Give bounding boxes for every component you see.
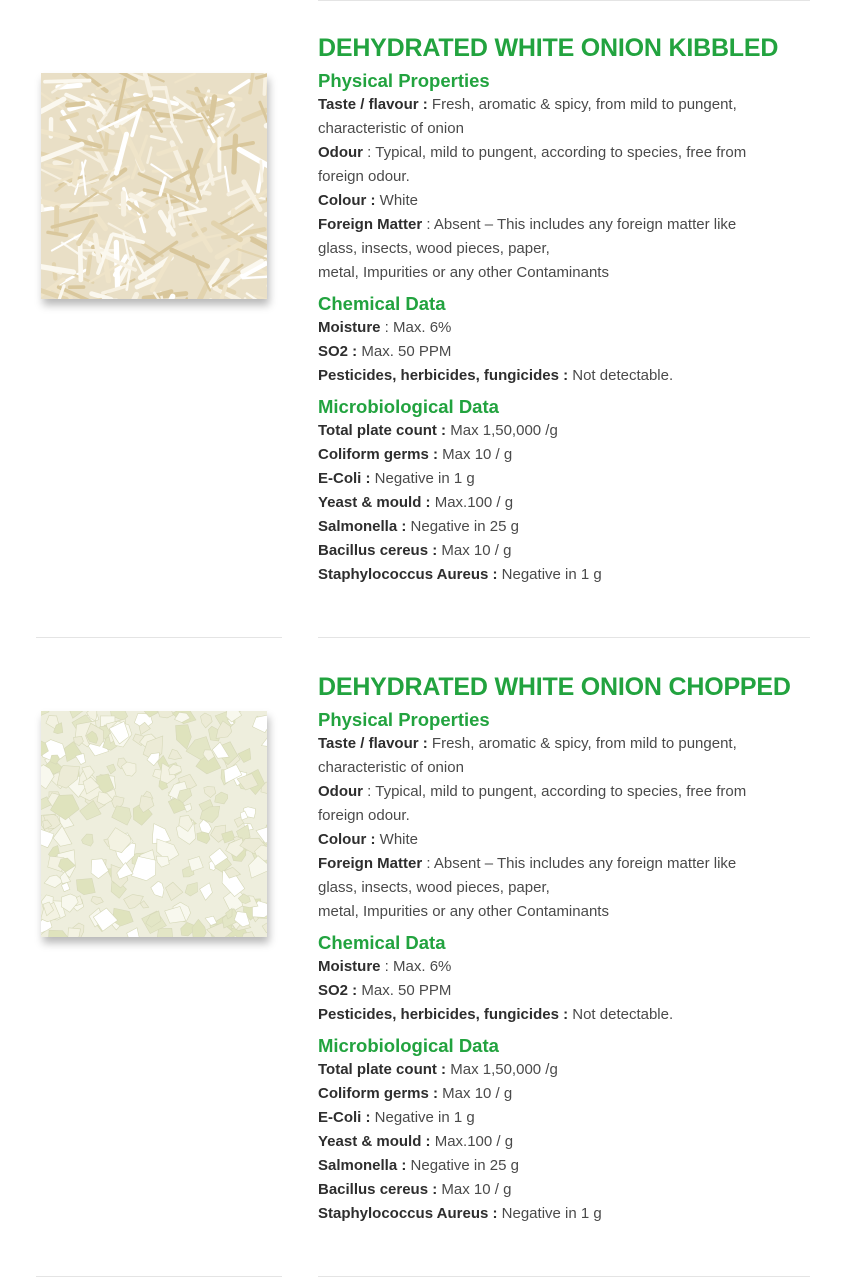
foreign-matter-cont-1: glass, insects, wood pieces, paper, — [318, 879, 550, 896]
taste-row-cont: characteristic of onion — [318, 759, 464, 776]
product-image-chopped — [41, 711, 267, 937]
microbiological-data-heading: Microbiological Data — [318, 1035, 499, 1056]
taste-row: Taste / flavour : Fresh, aromatic & spicy, from mild to pungent, — [318, 96, 737, 113]
kibbled-onion-photo — [41, 73, 267, 299]
so2-row: SO2 : Max. 50 PPM — [318, 982, 452, 999]
odour-row-cont: foreign odour. — [318, 807, 410, 824]
pesticides-row: Pesticides, herbicides, fungicides : Not detectable. — [318, 1006, 674, 1023]
total-plate-count-row: Total plate count : Max 1,50,000 /g — [318, 1061, 558, 1078]
foreign-matter-row: Foreign Matter : Absent – This includes any foreign matter like — [318, 216, 737, 233]
total-plate-count-row: Total plate count : Max 1,50,000 /g — [318, 422, 558, 439]
so2-row: SO2 : Max. 50 PPM — [318, 343, 452, 360]
product-image-kibbled — [41, 73, 267, 299]
colour-row: Colour : White — [318, 831, 419, 848]
microbiological-data-heading: Microbiological Data — [318, 396, 499, 417]
product-info-chopped — [318, 672, 818, 1226]
odour-row: Odour : Typical, mild to pungent, according to species, free from — [318, 144, 747, 161]
foreign-matter-cont-2: metal, Impurities or any other Contaminants — [318, 903, 609, 920]
coliform-row: Coliform germs : Max 10 / g — [318, 1085, 513, 1102]
physical-properties-heading: Physical Properties — [318, 709, 490, 730]
yeast-mould-row: Yeast & mould : Max.100 / g — [318, 1133, 514, 1150]
taste-row: Taste / flavour : Fresh, aromatic & spicy, from mild to pungent, — [318, 735, 737, 752]
yeast-mould-row: Yeast & mould : Max.100 / g — [318, 494, 514, 511]
odour-row: Odour : Typical, mild to pungent, according to species, free from — [318, 783, 747, 800]
staphylococcus-row: Staphylococcus Aureus : Negative in 1 g — [318, 1205, 602, 1222]
taste-row-cont: characteristic of onion — [318, 120, 464, 137]
top-divider — [318, 0, 810, 1]
salmonella-row: Salmonella : Negative in 25 g — [318, 1157, 519, 1174]
bottom-divider-right — [318, 1276, 810, 1277]
staphylococcus-row: Staphylococcus Aureus : Negative in 1 g — [318, 566, 602, 583]
bacillus-row: Bacillus cereus : Max 10 / g — [318, 542, 512, 559]
salmonella-row: Salmonella : Negative in 25 g — [318, 518, 519, 535]
foreign-matter-cont-1: glass, insects, wood pieces, paper, — [318, 240, 550, 257]
pesticides-row: Pesticides, herbicides, fungicides : Not detectable. — [318, 367, 674, 384]
odour-row-cont: foreign odour. — [318, 168, 410, 185]
physical-properties-heading: Physical Properties — [318, 70, 490, 91]
moisture-row: Moisture : Max. 6% — [318, 958, 452, 975]
chopped-onion-photo — [41, 711, 267, 937]
chemical-data-heading: Chemical Data — [318, 293, 446, 314]
bottom-divider-left — [36, 1276, 282, 1277]
ecoli-row: E-Coli : Negative in 1 g — [318, 1109, 475, 1126]
moisture-row: Moisture : Max. 6% — [318, 319, 452, 336]
chemical-data-heading: Chemical Data — [318, 932, 446, 953]
foreign-matter-row: Foreign Matter : Absent – This includes any foreign matter like — [318, 855, 737, 872]
colour-row: Colour : White — [318, 192, 419, 209]
product-title: DEHYDRATED WHITE ONION KIBBLED — [318, 34, 779, 62]
divider-right — [318, 637, 810, 638]
product-title: DEHYDRATED WHITE ONION CHOPPED — [318, 673, 791, 701]
coliform-row: Coliform germs : Max 10 / g — [318, 446, 513, 463]
ecoli-row: E-Coli : Negative in 1 g — [318, 470, 475, 487]
bacillus-row: Bacillus cereus : Max 10 / g — [318, 1181, 512, 1198]
foreign-matter-cont-2: metal, Impurities or any other Contaminants — [318, 264, 609, 281]
divider-left — [36, 637, 282, 638]
product-info-kibbled — [318, 33, 818, 587]
